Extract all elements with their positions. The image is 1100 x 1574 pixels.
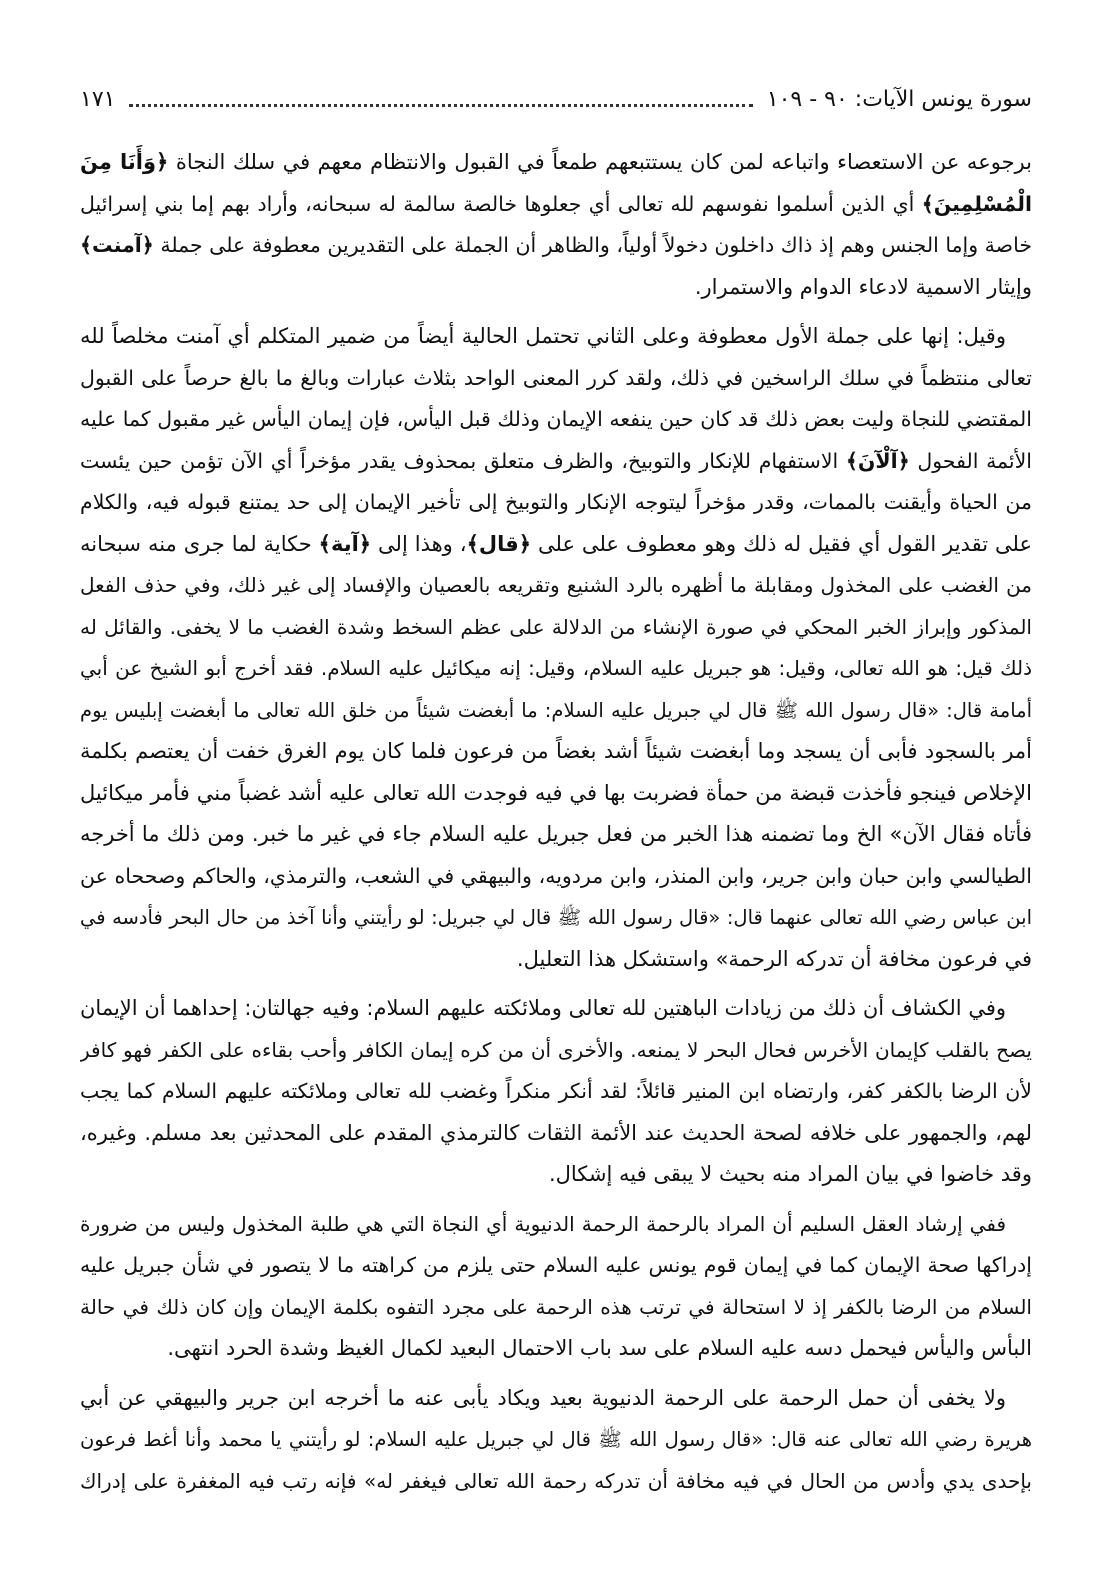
text-run: البأس واليأس فيحمل دسه عليه السلام على سد باب الاحتمال البعيد لكمال الغيظ وشدة الحرد انتهى. [167, 1336, 1032, 1360]
text-run: وقيل: إنها على جملة الأول معطوفة وعلى الثاني تحتمل الحالية أيضاً من ضمير المتكلم أي آمنت مخلصاً لله [80, 324, 1006, 348]
text-run: ففي إرشاد العقل السليم أن المراد بالرحمة الرحمة الدنيوية أي النجاة التي هي طلبة المخذول وليس من ضرورة [80, 1211, 1006, 1236]
text-run: وقد خاضوا في بيان المراد منه بحيث لا يبقى فيه إشكال. [548, 1162, 1032, 1186]
text-run: من الغضب على المخذول ومقابلة ما أظهره بالرد الشنيع وتقريعه بالعصيان والإفساد إلى غير ذلك، وفي حذف الفعل [80, 573, 1032, 597]
text-run: خاصة وإما الجنس وهم إذ ذاك داخلون دخولاً أولياً، والظاهر أن الجملة على التقديرين معطوفة على جملة [153, 233, 1032, 257]
text-run: لأن الرضا بالكفر كفر، وارتضاه ابن المنير قائلاً: لقد أنكر منكراً وغضب لله تعالى وملائكته عليهم السلام كما يجب [80, 1079, 1032, 1103]
text-line [80, 524, 1032, 566]
text-line [80, 1113, 1032, 1155]
text-line [80, 1154, 1032, 1196]
text-run: الطيالسي وابن حبان وابن جرير، وابن المنذر، وابن مردويه، والبيهقي في الشعب، والترمذي، والحاكم وصححاه عن [80, 863, 1032, 888]
text-run: ابن عباس رضي الله تعالى عنهما قال: «قال رسول الله ﷺ قال لي جبريل: لو رأيتني وأنا آخذ من حال البحر فأدسه في [80, 906, 1032, 929]
text-run: فأتاه فقال الآن» الخ وما تضمنه هذا الخبر من فعل جبريل عليه السلام جاء في غير ما خبر. ومن ذلك ما أخرجه [80, 822, 1032, 846]
paragraph [80, 1204, 1032, 1370]
paragraph [80, 142, 1032, 308]
text-line [80, 565, 1032, 607]
text-run: يصح بالقلب كإيمان الأخرس فحال البحر لا يمنعه. والأخرى أن من كره إيمان الكافر وأحب بقاءه على الكفر فهو كافر [80, 1037, 1032, 1062]
quran-verse: الْمُسْلِمِينَ﴾ [921, 191, 1032, 216]
text-line [80, 648, 1032, 690]
text-run: على تقدير القول أي فقيل له ذلك وهو معطوف على على [531, 531, 1032, 556]
paragraph [80, 988, 1032, 1196]
text-run: هريرة رضي الله تعالى عنه قال: «قال رسول الله ﷺ قال لي جبريل عليه السلام: لو رأيتني يا محمد وأنا أغط فرعون [80, 1428, 1032, 1451]
text-line [80, 184, 1032, 226]
text-line [80, 607, 1032, 649]
text-line [80, 267, 1032, 309]
text-line [80, 316, 1032, 358]
text-run: الإخلاص فينجو فأخذت قبضة من حمأة فضربت بها في فيه فوجدت الله تعالى عليه أشد غضباً مني فأمر ميكائيل [80, 780, 1032, 805]
text-line [80, 1419, 1032, 1461]
text-run: إدراكها صحة الإيمان كما في إيمان قوم يونس عليه السلام حتى يلزم من كراهته ما لا يتصور في شأن جبريل عليه [80, 1253, 1032, 1277]
text-run: المقتضي للنجاة وليت بعض ذلك قد كان حين ينفعه الإيمان وذلك قبل اليأس، فإن إيمان اليأس غير مقبول كما عليه [80, 407, 1032, 431]
text-run: وفي الكشاف أن ذلك من زيادات الباهتين لله تعالى وملائكته عليهم السلام: وفيه جهالتان: إحداهما أن الإيمان [80, 996, 1006, 1020]
text-run: الاستفهام للإنكار والتوبيخ، والظرف متعلق بمحذوف يقدر مؤخراً أي الآن تؤمن حين يئست [80, 448, 846, 473]
quran-verse: ﴿آمنت﴾ [80, 233, 154, 257]
text-run: أمامة قال: «قال رسول الله ﷺ قال لي جبريل عليه السلام: ما أبغضت شيئاً من خلق الله تعالى ما أبغضت إبليس يوم [80, 698, 1032, 722]
text-run: المذكور وإبراز الخبر المحكي في صورة الإنشاء من الدلالة على عظم السخط وشدة الغضب ما لا يخفى. والقائل له [80, 614, 1032, 639]
text-line [80, 856, 1032, 898]
page-body [80, 142, 1032, 1510]
text-line [80, 690, 1032, 732]
text-run: أي الذين أسلموا نفوسهم لله تعالى أي جعلوها خالصة سالمة له سبحانه، وأراد بهم إما بني إسرائيل [80, 191, 922, 216]
text-run: في فرعون مخافة أن تدركه الرحمة» واستشكل هذا التعليل. [516, 946, 1032, 971]
running-header [80, 80, 1032, 120]
text-line [80, 399, 1032, 441]
text-line [80, 142, 1032, 184]
text-run: وإيثار الاسمية لادعاء الدوام والاستمرار. [694, 274, 1032, 299]
text-line [80, 441, 1032, 483]
text-run: تعالى منتظماً في سلك الراسخين في ذلك، ولقد كرر المعنى الواحد بثلاث عبارات وبالغ ما بالغ حرصاً على القبول [80, 365, 1032, 390]
text-run: حكاية لما جرى منه سبحانه [80, 531, 319, 556]
quran-verse: ﴿قال﴾ [466, 531, 532, 556]
text-run: الأئمة الفحول [909, 448, 1032, 473]
text-line [80, 1328, 1032, 1370]
quran-verse: ﴿وَأَنَا مِنَ [80, 150, 169, 174]
leader-dots [129, 104, 752, 107]
text-run: ولا يخفى أن حمل الرحمة على الرحمة الدنيوية بعيد ويكاد يأبى عنه ما أخرجه ابن جرير والبيهقي عن أبي [80, 1385, 1006, 1410]
page-number: ١٧١ [80, 87, 116, 112]
text-line [80, 225, 1032, 267]
text-run: ذلك قيل: هو الله تعالى، وقيل: هو جبريل عليه السلام، وقيل: إنه ميكائيل عليه السلام. فقد أخرج أبو الشيخ عن أبي [80, 656, 1032, 680]
paragraph [80, 316, 1032, 980]
text-run: السلام من الرضا بالكفر إذ لا استحالة في ترتب هذه الرحمة على مجرد التفوه بكلمة الإيمان وإن كان ذلك في حالة [80, 1294, 1032, 1319]
text-line [80, 1245, 1032, 1287]
text-run: من الحياة وأيقنت بالممات، وقدر مؤخراً ليتوجه الإنكار والتوبيخ إلى تأخير الإيمان إلى حد يمتنع قبوله فيه، والكلام [80, 490, 1032, 514]
text-line [80, 358, 1032, 400]
text-line [80, 1287, 1032, 1329]
text-line [80, 814, 1032, 856]
text-line [80, 731, 1032, 773]
text-line [80, 1030, 1032, 1072]
text-line [80, 988, 1032, 1030]
text-line [80, 1378, 1032, 1420]
text-run: ، وهذا إلى [371, 531, 467, 556]
text-run: لهم، والجمهور على خلافه لصحة الحديث عند الأئمة الثقات كالترمذي المقدم على المحدثين بعد مسلم. وغيره، [80, 1120, 1032, 1145]
text-line [80, 1071, 1032, 1113]
text-line [80, 1204, 1032, 1246]
text-line [80, 897, 1032, 939]
quran-verse: ﴿آلْآنَ﴾ [845, 448, 910, 473]
paragraph [80, 1378, 1032, 1503]
text-run: أمر بالسجود فأبى أن يسجد وما أبغضت شيئاً أشد بغضاً من فرعون فلما كان يوم الغرق خفت أن يعتصم بكلمة [80, 739, 1032, 763]
text-line [80, 939, 1032, 981]
text-line [80, 773, 1032, 815]
quran-verse: ﴿آية﴾ [318, 531, 372, 556]
text-line [80, 1461, 1032, 1503]
text-line [80, 482, 1032, 524]
header-title: سورة يونس الآيات: ٩٠ - ١٠٩ [766, 87, 1032, 112]
text-run: برجوعه عن الاستعصاء واتباعه لمن كان يستتبعهم طمعاً في القبول والانتظام معهم في سلك النجاة [168, 150, 1032, 174]
text-run: بإحدى يدي وأدس من الحال في فيه مخافة أن تدركه رحمة الله تعالى فيغفر له» فإنه رتب فيه المغفرة على إدراك [80, 1468, 1032, 1493]
